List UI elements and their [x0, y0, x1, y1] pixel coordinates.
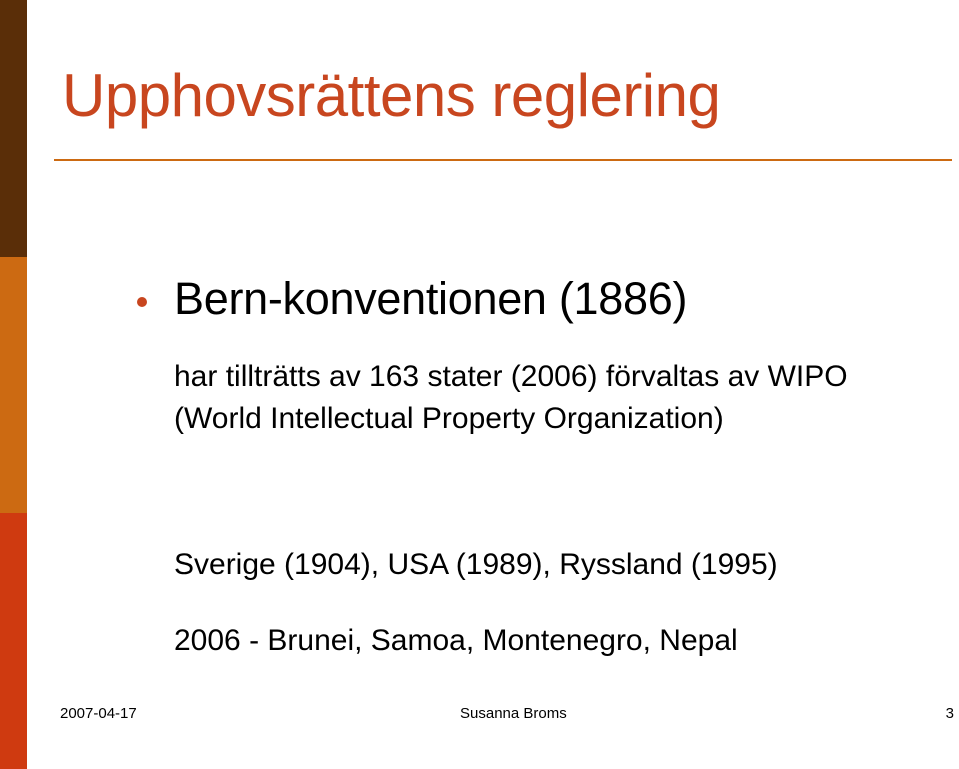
body-line-member-years: Sverige (1904), USA (1989), Ryssland (1995) — [174, 548, 778, 581]
body-line-ratification: har tillträtts av 163 stater (2006) förvaltas av WIPO — [174, 360, 848, 393]
side-bar-orange — [0, 257, 27, 513]
side-bar-dark-brown — [0, 0, 27, 257]
footer-page-number: 3 — [945, 705, 954, 722]
body-line-2006-members: 2006 - Brunei, Samoa, Montenegro, Nepal — [174, 624, 738, 657]
body-line-wipo-name: (World Intellectual Property Organization) — [174, 402, 724, 435]
bullet-heading: Bern-konventionen (1886) — [174, 273, 688, 324]
footer-author: Susanna Broms — [460, 705, 567, 722]
round-bullet-icon — [137, 297, 147, 307]
footer-date: 2007-04-17 — [60, 705, 137, 722]
title-divider — [54, 159, 952, 161]
slide-title: Upphovsrättens reglering — [62, 62, 721, 129]
side-bar-red-orange — [0, 513, 27, 769]
